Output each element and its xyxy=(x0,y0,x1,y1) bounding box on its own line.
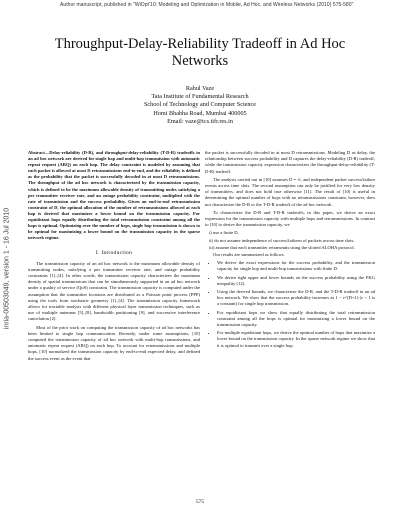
author-name: Rahul Vaze xyxy=(185,85,215,92)
left-column xyxy=(28,150,200,364)
header-bar xyxy=(0,0,400,14)
archive-id-sidebar xyxy=(2,120,16,420)
intro-paragraph-2: Most of the prior work on computing the transmission capacity of ad hoc networks has been limited to single hop communication. Recently, under some assumptions, [10] computed the transmission capacity of ad hoc network with multi-hop transmissions, and automatic repeat request (ARQ) on each hop. To account for retransmissions and multiple hops, [10] normalized the transmission capacity by end-to-end expected delay, and defined the success event as the event that xyxy=(28,324,200,361)
affiliation-institute: Tata Institute of Fundamental Research xyxy=(151,93,249,101)
list-item: • For multiple equidistant hops, we derive the optimal number of hops that maximize a lower bound on the transmission capacity. In the sparse network regime we show that it is optimal to transmit over a single hop. xyxy=(217,330,375,349)
results-intro: Our results are summarized as follows. xyxy=(213,252,285,258)
section-heading-introduction: I. Introduction xyxy=(95,250,133,257)
list-item: • We derive the exact expressions for the success probability, and the transmission capacity for single hop and multi-hop transmissions with finite D. xyxy=(217,260,375,272)
list-item: ii) do not assume independence of success/failures of packets across time slots. xyxy=(209,237,355,243)
paper-title: Throughput-Delay-Reliability Tradeoff in Ad Hoc Networks xyxy=(54,36,346,69)
list-item: iii) assume that each transmitter retransmits using the slotted ALOHA protocol. xyxy=(209,244,355,250)
list-item: • We derive tight upper and lower bounds on the success probability using the FKG inequality [12]. xyxy=(217,275,375,287)
right-paragraph-3: To characterize the D-R and T-D-R tradeoffs, in this paper, we derive an exact expression for the transmission capacity with multiple hops and retransmissions. In contrast to [10] to derive the transmission capacity, we xyxy=(205,209,375,228)
intro-paragraph-1: The transmission capacity of an ad hoc network is the maximum allowable density of transmitting nodes, satisfying a per transmitter receiver rate, and outage probability constraints [1]–[4]. In other words, the transmission capacity characterizes the maximum density of spatial transmissions that can be simultaneously supported in an ad hoc network under a quality of service (QoS) constraint. The transmission capacity is computed under the assumption that the transmitter locations are distributed as a Poisson point process (PPP) using the tools from stochastic geometry [1]–[4]. The transmission capacity framework allows for tractable analysis with different physical layer transmission techniques, such as use of multiple antennas [5]–[8], bandwidth partitioning [9], and successive interference cancelation [2]. xyxy=(28,260,200,322)
publication-note: Author manuscript, published in "WiOpt'10: Modeling and Optimization in Mobile, Ad Hoc, and Wireless Networks (2010) 575-580" xyxy=(60,2,354,8)
author-block xyxy=(100,85,300,126)
abstract: Abstract—Delay-reliability (D-R), and throughput-delay-reliability (T-D-R) tradeoffs in an ad hoc network are derived for single hop and multi-hop transmission with automatic repeat request (ARQ) on each hop. The delay constraint is modeled by assuming that each packet is allowed at most D retransmissions end-to-end, and the reliability is defined as the probability that the packet is successfully decoded in at most D retransmissions. The throughput of the ad hoc network is characterized by the transmission capacity, which is defined to be the maximum allowable density of transmitting nodes satisfying a per transmitter receiver rate, and an outage probability constraint, multiplied with the rate of transmission and the success probability. Given an end-to-end retransmission constraint of D, the optimal allocation of the number of retransmissions allowed at each hop is derived that maximizes a lower bound on the transmission capacity. For equidistant hops equally distributing the total retransmission constraint among all the hops is optimal. Optimizing over the number of hops, single hop transmission is shown to be optimal for maximizing a lower bound on the transmission capacity in the sparse network regime. xyxy=(28,150,200,241)
right-column xyxy=(205,150,375,351)
assumption-list xyxy=(205,230,375,251)
contribution-list xyxy=(205,260,375,349)
list-item: i) use a finite D, xyxy=(209,230,239,236)
author-email: Email: vaze@tcs.tifr.res.in xyxy=(167,117,233,125)
list-item: • For equidistant hops we show that equally distributing the total retransmission constraint among all the hops is optimal for maximizing a lower bound on the transmission capacity. xyxy=(217,310,375,329)
page-number: 575 xyxy=(195,499,205,505)
author-address: Homi Bhabha Road, Mumbai 400005 xyxy=(153,109,247,117)
right-paragraph-2: The analysis carried out in [10] assumes D = ∞, and independent packet success/failure events across time slots. The second assumption can only be justified for very low density of transmitters, and does not hold true otherwise [11]. The result of [10] is useful in determining the optimal number of hops with no retransmissions constraint, however, does not characterize the D-R or the T-D-R tradeoff of the ad hoc network. xyxy=(205,176,375,207)
affiliation-school: School of Technology and Computer Science xyxy=(143,101,256,109)
archive-id: inria-00503049, version 1 - 16 Jul 2010 xyxy=(3,207,11,330)
right-paragraph-1: the packet is successfully decoded in at most D retransmissions. Modeling D as delay, the relationship between success probability and D captures the delay-reliability (D-R) tradeoff, while the transmission capacity expression characterizes the throughput-delay-reliability (T-D-R) tradeoff. xyxy=(205,150,375,174)
list-item: • Using the derived bounds, we characterize the D-R, and the T-D-R tradeoff in an ad hoc network. We show that the success probability increases as 1 − ε^(D+1) (ε < 1 is a constant) for single hop transmission. xyxy=(217,289,375,308)
